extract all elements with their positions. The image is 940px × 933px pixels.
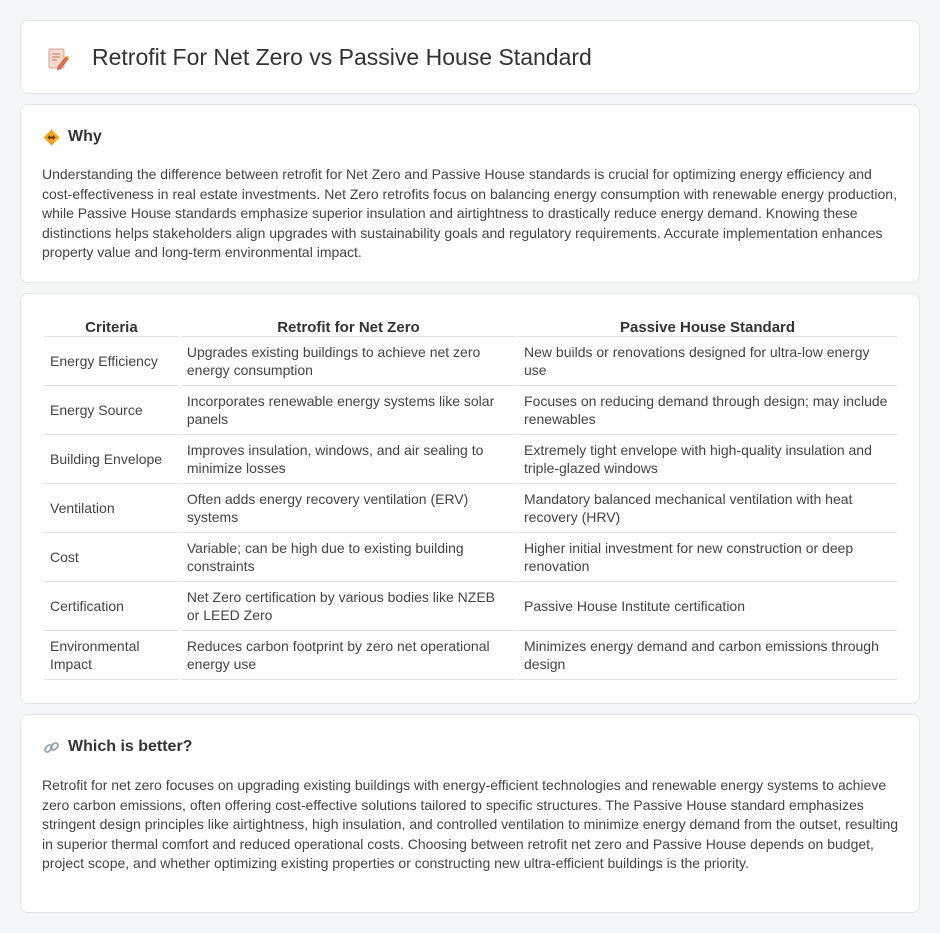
table-row (44, 533, 897, 582)
retrofit-cell: Net Zero certification by various bodies like NZEB or LEED Zero (181, 582, 516, 631)
table-header-row (44, 318, 897, 337)
better-text: Retrofit for net zero focuses on upgrading existing buildings with energy-efficient technologies and renewable energy systems to achieve zero carbon emissions, often offering cost-effective solutions tailored to specific structures. The Passive House standard emphasizes stringent design principles like airtightness, high insulation, and controlled ventilation to minimize energy demand from the outset, resulting in superior thermal comfort and reduced operational costs. Choosing between retrofit net zero and Passive House depends on budget, project scope, and whether optimizing existing properties or constructing new ultra-efficient buildings is the priority. (42, 777, 899, 871)
better-heading-row (43, 738, 192, 756)
document-pencil-icon (47, 47, 69, 71)
title-card (20, 20, 920, 94)
table-row (44, 631, 897, 680)
why-heading-row (43, 128, 102, 146)
link-icon (43, 739, 60, 756)
criteria-cell: Energy Source (44, 386, 179, 435)
header-passive: Passive House Standard (518, 318, 897, 337)
why-section (20, 104, 920, 283)
passive-cell: Minimizes energy demand and carbon emissions through design (518, 631, 897, 680)
which-better-section (20, 714, 920, 913)
header-retrofit: Retrofit for Net Zero (181, 318, 516, 337)
retrofit-cell: Improves insulation, windows, and air sealing to minimize losses (181, 435, 516, 484)
passive-cell: New builds or renovations designed for ultra-low energy use (518, 337, 897, 386)
table-row (44, 386, 897, 435)
criteria-cell: Environmental Impact (44, 631, 179, 680)
table-row (44, 337, 897, 386)
table-row (44, 582, 897, 631)
retrofit-cell: Variable; can be high due to existing building constraints (181, 533, 516, 582)
passive-cell: Passive House Institute certification (518, 582, 897, 631)
table-row (44, 435, 897, 484)
comparison-table (42, 318, 899, 680)
header-criteria: Criteria (44, 318, 179, 337)
passive-cell: Mandatory balanced mechanical ventilation with heat recovery (HRV) (518, 484, 897, 533)
passive-cell: Higher initial investment for new construction or deep renovation (518, 533, 897, 582)
passive-cell: Extremely tight envelope with high-quality insulation and triple-glazed windows (518, 435, 897, 484)
retrofit-cell: Incorporates renewable energy systems like solar panels (181, 386, 516, 435)
retrofit-cell: Upgrades existing buildings to achieve net zero energy consumption (181, 337, 516, 386)
table-row (44, 484, 897, 533)
comparison-card (20, 293, 920, 704)
retrofit-cell: Often adds energy recovery ventilation (ERV) systems (181, 484, 516, 533)
criteria-cell: Energy Efficiency (44, 337, 179, 386)
why-text: Understanding the difference between retrofit for Net Zero and Passive House standards is crucial for optimizing energy efficiency and cost-effectiveness in real estate investments. Net Zero retrofits focus on balancing energy consumption with renewable energy production, while Passive House standards emphasize superior insulation and airtightness to drastically reduce energy demand. Knowing these distinctions helps stakeholders align upgrades with sustainability goals and regulatory requirements. Accurate implementation enhances property value and long-term environmental impact. (42, 166, 897, 260)
why-heading: Why (68, 128, 102, 145)
passive-cell: Focuses on reducing demand through design; may include renewables (518, 386, 897, 435)
page-title: Retrofit For Net Zero vs Passive House Standard (92, 44, 592, 70)
criteria-cell: Cost (44, 533, 179, 582)
criteria-cell: Ventilation (44, 484, 179, 533)
criteria-cell: Building Envelope (44, 435, 179, 484)
diamond-arrows-icon (43, 129, 60, 146)
retrofit-cell: Reduces carbon footprint by zero net operational energy use (181, 631, 516, 680)
better-heading: Which is better? (68, 738, 193, 755)
criteria-cell: Certification (44, 582, 179, 631)
